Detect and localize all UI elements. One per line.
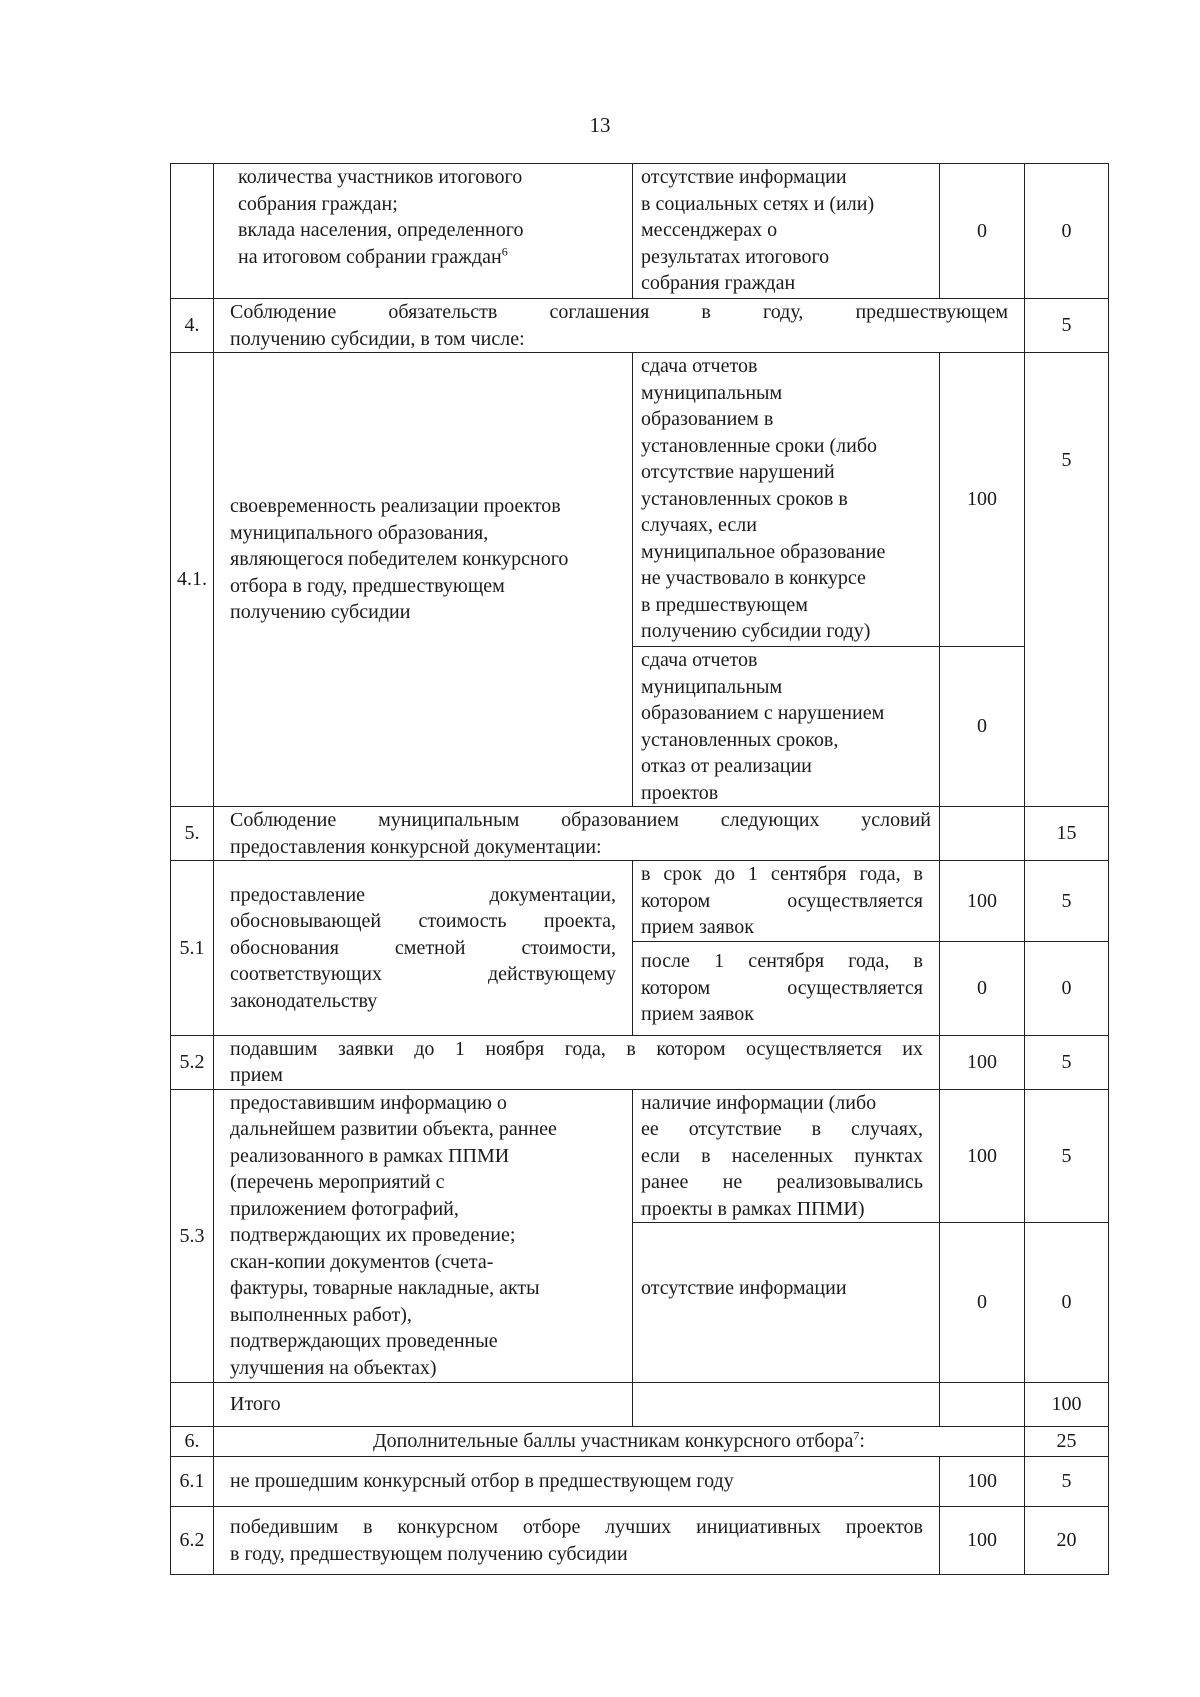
value-cell: 0 xyxy=(940,1223,1025,1383)
criterion-cell xyxy=(214,1089,633,1383)
criterion-line: законодательству xyxy=(230,989,378,1012)
condition-line: муниципальное образование xyxy=(641,540,886,563)
page-number: 13 xyxy=(589,113,611,137)
condition-line: проектов xyxy=(641,781,719,804)
table-row xyxy=(171,861,1109,942)
row-number xyxy=(171,1383,214,1427)
condition-line: ее отсутствие в случаях, xyxy=(641,1118,923,1140)
criterion-line: предоставившим информацию о xyxy=(230,1091,507,1114)
criterion-line: улучшения на объектах) xyxy=(230,1356,437,1379)
value-cell: 0 xyxy=(940,647,1025,807)
criteria-table xyxy=(170,163,1109,1575)
row-number xyxy=(171,164,214,299)
condition-line: образованием в xyxy=(641,408,774,430)
criterion-line: (перечень мероприятий с xyxy=(230,1171,445,1193)
criterion-line: победившим в конкурсном отборе лучших инициативных проектов xyxy=(230,1516,923,1538)
criterion-line: обосновывающей стоимость проекта, xyxy=(230,910,616,932)
condition-cell xyxy=(633,647,940,807)
condition-cell xyxy=(633,941,940,1035)
condition-line: получению субсидии году) xyxy=(641,620,871,642)
condition-cell xyxy=(633,353,940,647)
criterion-cell xyxy=(214,353,633,807)
footnote-marker: 6 xyxy=(501,243,508,258)
total-label: Итого xyxy=(214,1383,633,1427)
value-cell: 0 xyxy=(940,941,1025,1035)
criterion-cell xyxy=(214,1507,940,1575)
criterion-line: дальнейшем развитии объекта, раннее xyxy=(230,1118,557,1140)
total-score: 100 xyxy=(1025,1383,1109,1427)
condition-line: отсутствие информации xyxy=(641,166,847,188)
condition-line: муниципальным xyxy=(641,675,783,698)
condition-line: прием заявок xyxy=(641,1003,754,1026)
score-cell xyxy=(1025,353,1109,807)
condition-line: ранее не реализовывались xyxy=(641,1171,923,1193)
criterion-line: собрания граждан; xyxy=(238,192,398,215)
value-cell xyxy=(940,1383,1025,1427)
condition-line: отсутствие информации xyxy=(641,1276,847,1299)
table-row xyxy=(171,353,1109,647)
section-heading xyxy=(214,1427,1025,1457)
table-row xyxy=(171,1035,1109,1089)
criterion-line: получению субсидии, в том числе: xyxy=(230,327,525,350)
score-cell: 0 xyxy=(1025,1223,1109,1383)
row-number: 5.3 xyxy=(171,1089,214,1383)
score-text: 5 xyxy=(1061,448,1072,471)
criterion-line: вклада населения, определенного xyxy=(238,219,524,241)
criterion-line: Соблюдение муниципальным образованием следующих условий xyxy=(230,809,931,831)
criterion-line: количества участников итогового xyxy=(238,166,523,188)
value-cell: 100 xyxy=(940,1035,1025,1089)
criterion-line: подтверждающих проведенные xyxy=(230,1330,498,1352)
row-number: 6.1 xyxy=(171,1457,214,1507)
condition-line: образованием с нарушением xyxy=(641,702,885,724)
value-cell: 100 xyxy=(940,1457,1025,1507)
criterion-line: скан-копии документов (счета- xyxy=(230,1250,494,1273)
condition-line: если в населенных пунктах xyxy=(641,1144,923,1167)
criterion-line: своевременность реализации проектов xyxy=(230,495,561,518)
score-cell: 15 xyxy=(1025,807,1109,861)
footnote-marker: 7 xyxy=(853,1428,860,1443)
criterion-line: предоставление документации, xyxy=(230,883,616,906)
heading-suffix: : xyxy=(859,1430,865,1453)
condition-line: отсутствие нарушений xyxy=(641,461,835,483)
value-cell: 100 xyxy=(940,353,1025,647)
row-number: 5.1 xyxy=(171,861,214,1036)
condition-line: не участвовало в конкурсе xyxy=(641,567,866,589)
condition-line: муниципальным xyxy=(641,381,783,404)
row-number: 4.1. xyxy=(171,353,214,807)
criterion-line: Соблюдение обязательств соглашения в году, предшествующем xyxy=(230,301,1008,323)
score-cell: 5 xyxy=(1025,1035,1109,1089)
condition-line: случаях, если xyxy=(641,514,757,536)
criterion-line: подтверждающих их проведение; xyxy=(230,1224,516,1246)
criterion-cell xyxy=(214,861,633,1036)
table-row xyxy=(171,1383,1109,1427)
condition-line: мессенджерах о xyxy=(641,219,778,241)
condition-line: проекты в рамках ППМИ) xyxy=(641,1197,865,1220)
criterion-line: муниципального образования, xyxy=(230,521,489,544)
criterion-line: приложением фотографий, xyxy=(230,1197,459,1220)
criterion-line: соответствующих действующему xyxy=(230,963,616,985)
criterion-line: выполненных работ), xyxy=(230,1303,412,1326)
condition-line: в социальных сетях и (или) xyxy=(641,192,875,215)
table-row xyxy=(171,1507,1109,1575)
criterion-cell: не прошедшим конкурсный отбор в предшествующем году xyxy=(214,1457,940,1507)
criterion-line: прием xyxy=(230,1064,283,1086)
table-row xyxy=(171,299,1109,353)
score-cell: 20 xyxy=(1025,1507,1109,1575)
score-cell: 0 xyxy=(1025,164,1109,299)
criterion-line: являющегося победителем конкурсного xyxy=(230,548,569,571)
condition-line: наличие информации (либо xyxy=(641,1091,877,1114)
condition-line: сдача отчетов xyxy=(641,649,758,671)
criterion-line: фактуры, товарные накладные, акты xyxy=(230,1277,540,1299)
value-cell: 100 xyxy=(940,861,1025,942)
section-heading-text: Дополнительные баллы участникам конкурсного отбора xyxy=(373,1430,854,1453)
score-cell: 25 xyxy=(1025,1427,1109,1457)
criterion-cell xyxy=(214,164,633,299)
table-row xyxy=(171,1427,1109,1457)
row-number: 4. xyxy=(171,299,214,353)
score-cell: 5 xyxy=(1025,1457,1109,1507)
row-number: 6. xyxy=(171,1427,214,1457)
condition-line: собрания граждан xyxy=(641,272,796,294)
criterion-line: получению субсидии xyxy=(230,601,411,624)
table-row xyxy=(171,164,1109,299)
condition-cell xyxy=(633,1383,940,1427)
row-number: 6.2 xyxy=(171,1507,214,1575)
condition-cell xyxy=(633,1223,940,1383)
value-cell xyxy=(940,807,1025,861)
condition-line: результатах итогового xyxy=(641,245,830,268)
row-number: 5. xyxy=(171,807,214,861)
condition-cell xyxy=(633,164,940,299)
criterion-line: реализованного в рамках ППМИ xyxy=(230,1144,510,1167)
condition-line: после 1 сентября года, в xyxy=(641,950,923,973)
condition-line: в предшествующем xyxy=(641,593,808,616)
table-row xyxy=(171,1457,1109,1507)
condition-line: котором осуществляется xyxy=(641,889,923,912)
criterion-line: предоставления конкурсной документации: xyxy=(230,835,602,858)
score-cell: 5 xyxy=(1025,299,1109,353)
criterion-line: подавшим заявки до 1 ноября года, в котором осуществляется их xyxy=(230,1037,923,1060)
criterion-line: обоснования сметной стоимости, xyxy=(230,936,616,959)
score-cell: 5 xyxy=(1025,861,1109,942)
criterion-cell xyxy=(214,807,940,861)
criterion-cell xyxy=(214,299,1025,353)
criterion-line: в году, предшествующем получению субсидии xyxy=(230,1542,628,1565)
condition-line: в срок до 1 сентября года, в xyxy=(641,863,923,885)
condition-cell xyxy=(633,1089,940,1223)
criterion-cell xyxy=(214,1035,940,1089)
condition-line: установленных сроков в xyxy=(641,487,848,510)
condition-cell xyxy=(633,861,940,942)
value-cell: 0 xyxy=(940,164,1025,299)
score-cell: 5 xyxy=(1025,1089,1109,1223)
condition-line: установленные сроки (либо xyxy=(641,434,878,457)
condition-line: отказ от реализации xyxy=(641,755,812,777)
condition-line: сдача отчетов xyxy=(641,355,758,377)
condition-line: прием заявок xyxy=(641,916,754,938)
value-cell: 100 xyxy=(940,1089,1025,1223)
condition-line: котором осуществляется xyxy=(641,976,923,999)
table-row xyxy=(171,1089,1109,1223)
score-cell: 0 xyxy=(1025,941,1109,1035)
criterion-line: на итоговом собрании граждан xyxy=(238,245,502,268)
row-number: 5.2 xyxy=(171,1035,214,1089)
table-row xyxy=(171,807,1109,861)
criterion-line: отбора в году, предшествующем xyxy=(230,574,505,597)
condition-line: установленных сроков, xyxy=(641,728,839,751)
value-cell: 100 xyxy=(940,1507,1025,1575)
